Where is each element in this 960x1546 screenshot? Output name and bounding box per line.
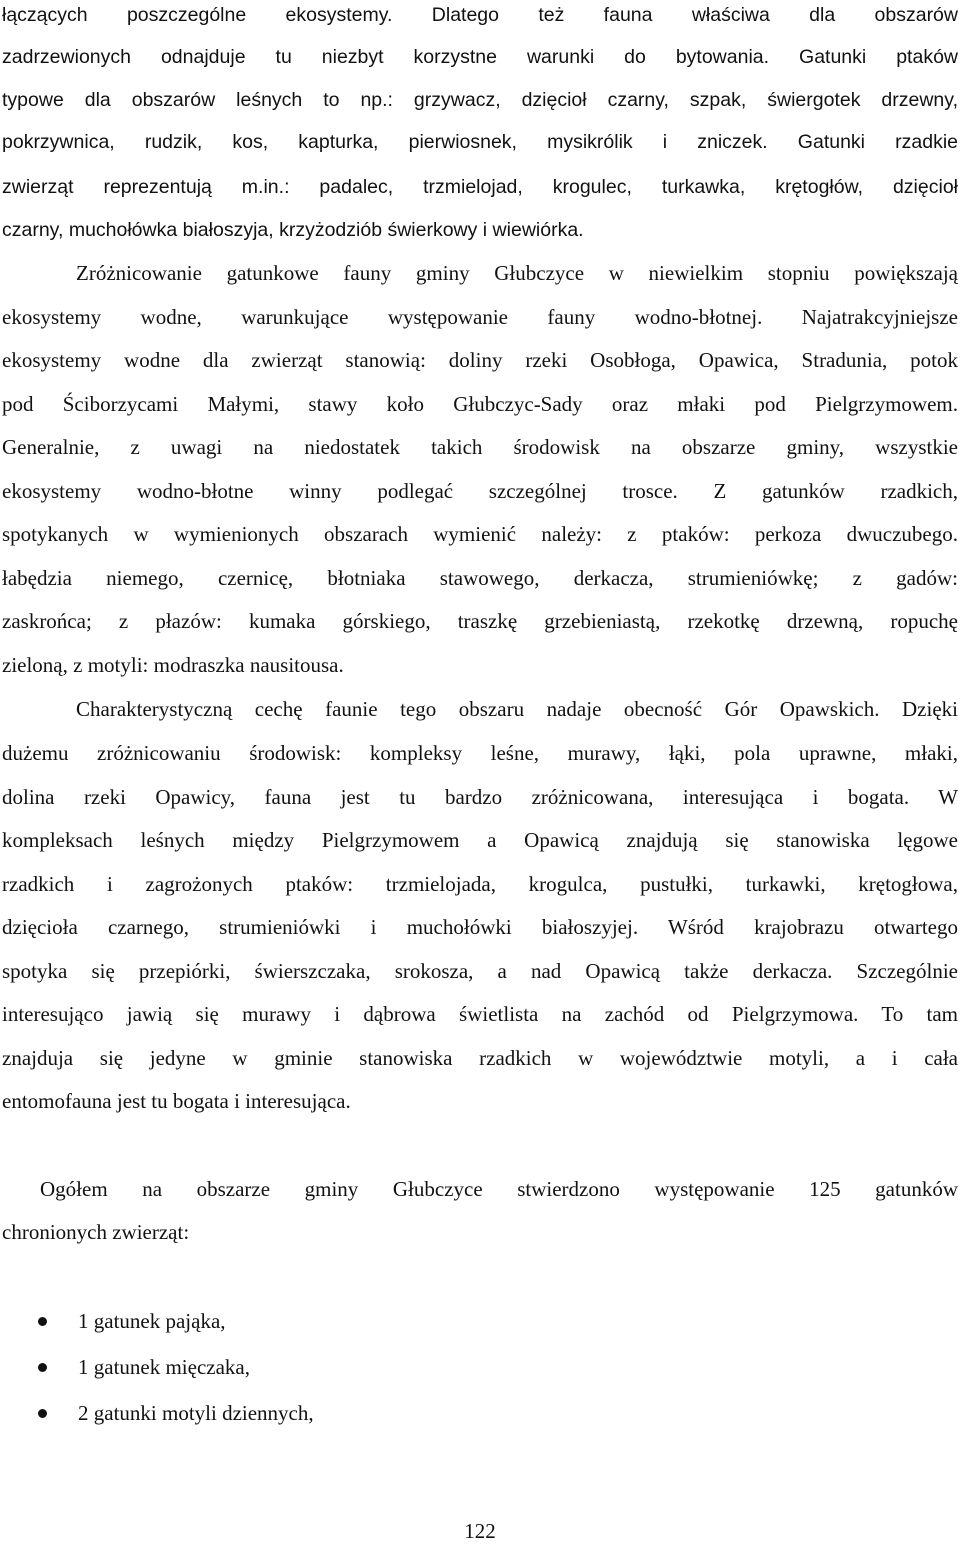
text-line: pod Ściborzycami Małymi, stawy koło Głubczyc-Sady oraz młaki pod Pielgrzymowem. [2,392,958,416]
bullet-icon [38,1363,47,1372]
document-page [2,0,958,1543]
text-line: czarny, muchołówka białoszyja, krzyżodziób świerkowy i wiewiórka. [2,219,584,241]
text-line: łabędzia niemego, czernicę, błotniaka stawowego, derkacza, strumieniówkę; z gadów: [2,566,958,590]
page-number: 122 [464,1519,496,1543]
list-item-text: 1 gatunek mięczaka, [78,1355,250,1379]
text-line: zadrzewionych odnajduje tu niezbyt korzystne warunki do bytowania. Gatunki ptaków [2,46,958,68]
text-line: zaskrońca; z płazów: kumaka górskiego, traszkę grzebieniastą, rzekotkę drzewną, ropuchę [2,609,958,633]
bullet-icon [38,1317,47,1326]
text-line: Charakterystyczną cechę faunie tego obszaru nadaje obecność Gór Opawskich. Dzięki [76,697,958,721]
text-line: entomofauna jest tu bogata i interesująca. [2,1089,351,1113]
text-line: ekosystemy wodne, warunkujące występowanie fauny wodno-błotnej. Najatrakcyjniejsze [2,305,958,329]
text-line: dolina rzeki Opawicy, fauna jest tu bardzo zróżnicowana, interesująca i bogata. W [2,785,958,809]
text-line: zieloną, z motyli: modraszka nausitousa. [2,653,344,677]
text-line: łączących poszczególne ekosystemy. Dlatego też fauna właściwa dla obszarów [2,4,958,26]
text-line: spotyka się przepiórki, świerszczaka, srokosza, a nad Opawicą także derkacza. Szczególnie [2,959,958,983]
list-item [2,1306,602,1336]
text-line: Generalnie, z uwagi na niedostatek takich środowisk na obszarze gminy, wszystkie [2,435,958,459]
text-line: dużemu zróżnicowaniu środowisk: kompleksy leśne, murawy, łąki, pola uprawne, młaki, [2,741,958,765]
list-item [2,1398,602,1428]
text-line: ekosystemy wodno-błotne winny podlegać szczególnej trosce. Z gatunków rzadkich, [2,479,958,503]
text-line: znajduja się jedyne w gminie stanowiska rzadkich w województwie motyli, a i cała [2,1046,958,1070]
text-line: rzadkich i zagrożonych ptaków: trzmielojada, krogulca, pustułki, turkawki, krętogłowa, [2,872,958,896]
list-item-text: 1 gatunek pająka, [78,1309,226,1333]
text-line: Zróżnicowanie gatunkowe fauny gminy Głubczyce w niewielkim stopniu powiększają [76,261,958,285]
list-item [2,1352,602,1382]
text-line: Ogółem na obszarze gminy Głubczyce stwierdzono występowanie 125 gatunków [40,1177,958,1201]
text-line: typowe dla obszarów leśnych to np.: grzywacz, dzięcioł czarny, szpak, świergotek drzewny, [2,89,958,111]
text-line: dzięcioła czarnego, strumieniówki i muchołówki białoszyjej. Wśród krajobrazu otwartego [2,915,958,939]
bullet-icon [38,1409,47,1418]
text-line: interesująco jawią się murawy i dąbrowa świetlista na zachód od Pielgrzymowa. To tam [2,1002,958,1026]
text-line: ekosystemy wodne dla zwierząt stanowią: doliny rzeki Osobłoga, Opawica, Stradunia, potok [2,348,958,372]
text-line: spotykanych w wymienionych obszarach wymienić należy: z ptaków: perkoza dwuczubego. [2,522,958,546]
text-line: chronionych zwierząt: [2,1220,190,1244]
text-line: kompleksach leśnych między Pielgrzymowem a Opawicą znajdują się stanowiska lęgowe [2,828,958,852]
text-line: zwierząt reprezentują m.in.: padalec, trzmielojad, krogulec, turkawka, krętogłów, dzięcioł [2,176,958,198]
text-line: pokrzywnica, rudzik, kos, kapturka, pierwiosnek, mysikrólik i zniczek. Gatunki rzadkie [2,131,958,153]
list-item-text: 2 gatunki motyli dziennych, [78,1401,314,1425]
